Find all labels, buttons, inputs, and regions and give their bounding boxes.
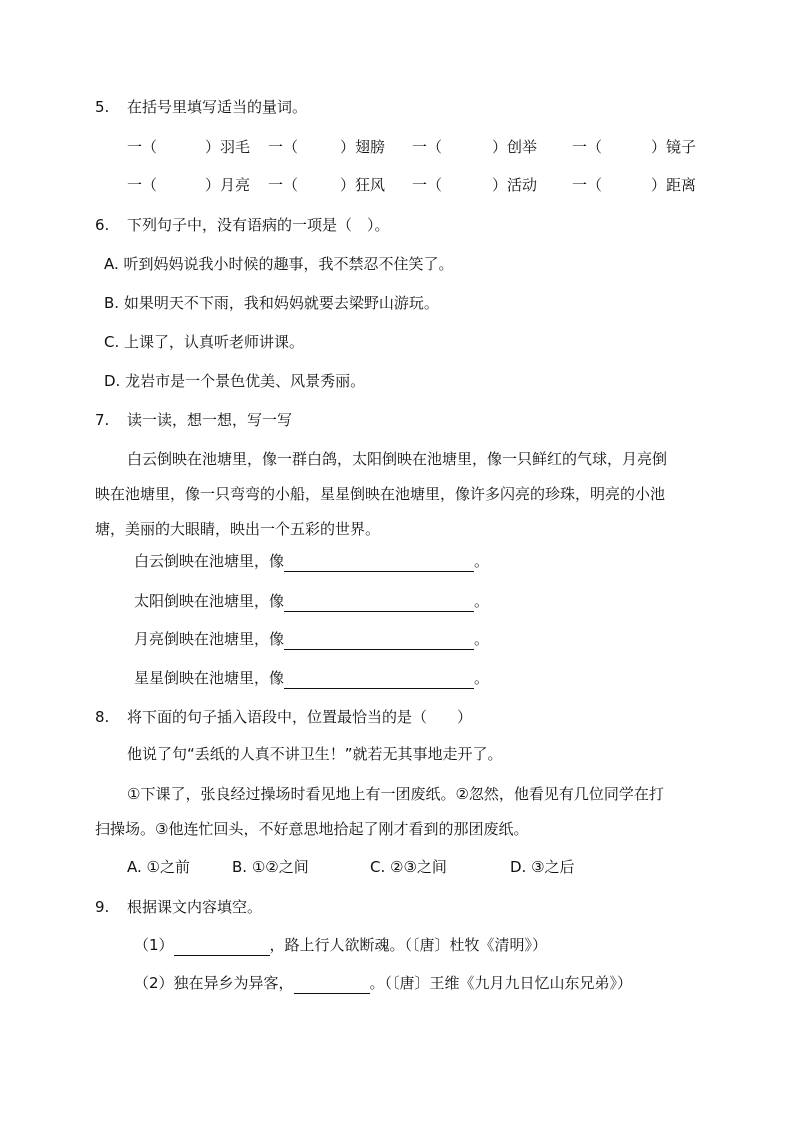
measure-word-blank[interactable]: 一（ bbox=[412, 176, 443, 194]
measure-word-noun: ）狂风 bbox=[340, 176, 386, 194]
measure-word-noun: ）活动 bbox=[492, 176, 538, 194]
q9-item-1 bbox=[134, 934, 547, 956]
answer-blank[interactable] bbox=[174, 937, 270, 956]
question-text: 下列句子中，没有语病的一项是（ ）。 bbox=[127, 216, 390, 234]
q6-option-d[interactable]: D. 龙岩市是一个景色优美、风景秀丽。 bbox=[104, 372, 366, 390]
question-text: 在括号里填写适当的量词。 bbox=[127, 98, 308, 116]
question-number: 8. bbox=[95, 708, 110, 726]
q8-option-a[interactable]: A. ①之前 bbox=[127, 858, 190, 876]
q7-fill-3 bbox=[134, 628, 489, 650]
question-text: 将下面的句子插入语段中，位置最恰当的是（ ） bbox=[127, 708, 473, 726]
q7-passage-line-2: 映在池塘里，像一只弯弯的小船，星星倒映在池塘里，像许多闪亮的珍珠，明亮的小池 bbox=[95, 485, 666, 503]
fill-prompt: 月亮倒映在池塘里，像 bbox=[134, 630, 285, 648]
question-number: 5. bbox=[95, 98, 110, 116]
fill-end: 。 bbox=[474, 669, 490, 687]
q7-fill-4 bbox=[134, 667, 489, 689]
measure-word-blank[interactable]: 一（ bbox=[127, 176, 158, 194]
measure-word-blank[interactable]: 一（ bbox=[268, 176, 299, 194]
fill-prompt: 白云倒映在池塘里，像 bbox=[134, 552, 285, 570]
q7-passage-line-3: 塘，美丽的大眼睛，映出一个五彩的世界。 bbox=[95, 520, 381, 538]
q8-title bbox=[95, 706, 472, 728]
measure-word-noun: ）月亮 bbox=[205, 176, 251, 194]
measure-word-noun: ）镜子 bbox=[651, 138, 697, 156]
q8-passage-line-2: 扫操场。③他连忙回头，不好意思地拾起了刚才看到的那团废纸。 bbox=[95, 820, 529, 838]
measure-word-noun: ）羽毛 bbox=[205, 138, 251, 156]
answer-blank[interactable] bbox=[284, 631, 474, 650]
question-number: 7. bbox=[95, 411, 110, 429]
q8-passage-line-1: ①下课了，张良经过操场时看见地上有一团废纸。②忽然，他看见有几位同学在打 bbox=[127, 785, 664, 803]
item-text: （2）独在异乡为异客， bbox=[134, 974, 294, 992]
item-text: ，路上行人欲断魂。（〔唐〕杜牧《清明》） bbox=[269, 936, 548, 954]
question-text: 读一读，想一想，写一写 bbox=[127, 411, 293, 429]
q9-item-2 bbox=[134, 972, 632, 994]
fill-prompt: 星星倒映在池塘里，像 bbox=[134, 669, 285, 687]
measure-word-blank[interactable]: 一（ bbox=[572, 138, 603, 156]
item-text: 。（〔唐〕王维《九月九日忆山东兄弟》） bbox=[369, 974, 633, 992]
measure-word-blank[interactable]: 一（ bbox=[127, 138, 158, 156]
fill-end: 。 bbox=[474, 552, 490, 570]
q6-option-a[interactable]: A. 听到妈妈说我小时候的趣事，我不禁忍不住笑了。 bbox=[104, 255, 454, 273]
q6-option-c[interactable]: C. 上课了，认真听老师讲课。 bbox=[104, 333, 305, 351]
answer-blank[interactable] bbox=[294, 975, 370, 994]
question-number: 6. bbox=[95, 216, 110, 234]
fill-end: 。 bbox=[474, 592, 490, 610]
question-text: 根据课文内容填空。 bbox=[127, 898, 263, 916]
q7-title bbox=[95, 409, 292, 431]
measure-word-noun: ）翅膀 bbox=[340, 138, 386, 156]
answer-blank[interactable] bbox=[284, 593, 474, 612]
q7-fill-2 bbox=[134, 590, 489, 612]
q6-option-b[interactable]: B. 如果明天不下雨，我和妈妈就要去梁野山游玩。 bbox=[104, 294, 439, 312]
q6-title bbox=[95, 214, 390, 236]
measure-word-noun: ）距离 bbox=[651, 176, 697, 194]
q7-passage-line-1: 白云倒映在池塘里，像一群白鸽，太阳倒映在池塘里，像一只鲜红的气球，月亮倒 bbox=[127, 450, 668, 468]
q8-option-c[interactable]: C. ②③之间 bbox=[370, 858, 447, 876]
q7-fill-1 bbox=[134, 550, 489, 572]
measure-word-noun: ）创举 bbox=[492, 138, 538, 156]
q5-title bbox=[95, 96, 307, 118]
measure-word-blank[interactable]: 一（ bbox=[572, 176, 603, 194]
q8-sentence: 他说了句“丢纸的人真不讲卫生！”就若无其事地走开了。 bbox=[127, 745, 503, 763]
measure-word-blank[interactable]: 一（ bbox=[268, 138, 299, 156]
question-number: 9. bbox=[95, 898, 110, 916]
q8-option-b[interactable]: B. ①②之间 bbox=[232, 858, 309, 876]
item-number: （1） bbox=[134, 936, 174, 954]
measure-word-blank[interactable]: 一（ bbox=[412, 138, 443, 156]
fill-prompt: 太阳倒映在池塘里，像 bbox=[134, 592, 285, 610]
q9-title bbox=[95, 896, 262, 918]
q8-option-d[interactable]: D. ③之后 bbox=[510, 858, 575, 876]
fill-end: 。 bbox=[474, 630, 490, 648]
answer-blank[interactable] bbox=[284, 670, 474, 689]
answer-blank[interactable] bbox=[284, 553, 474, 572]
